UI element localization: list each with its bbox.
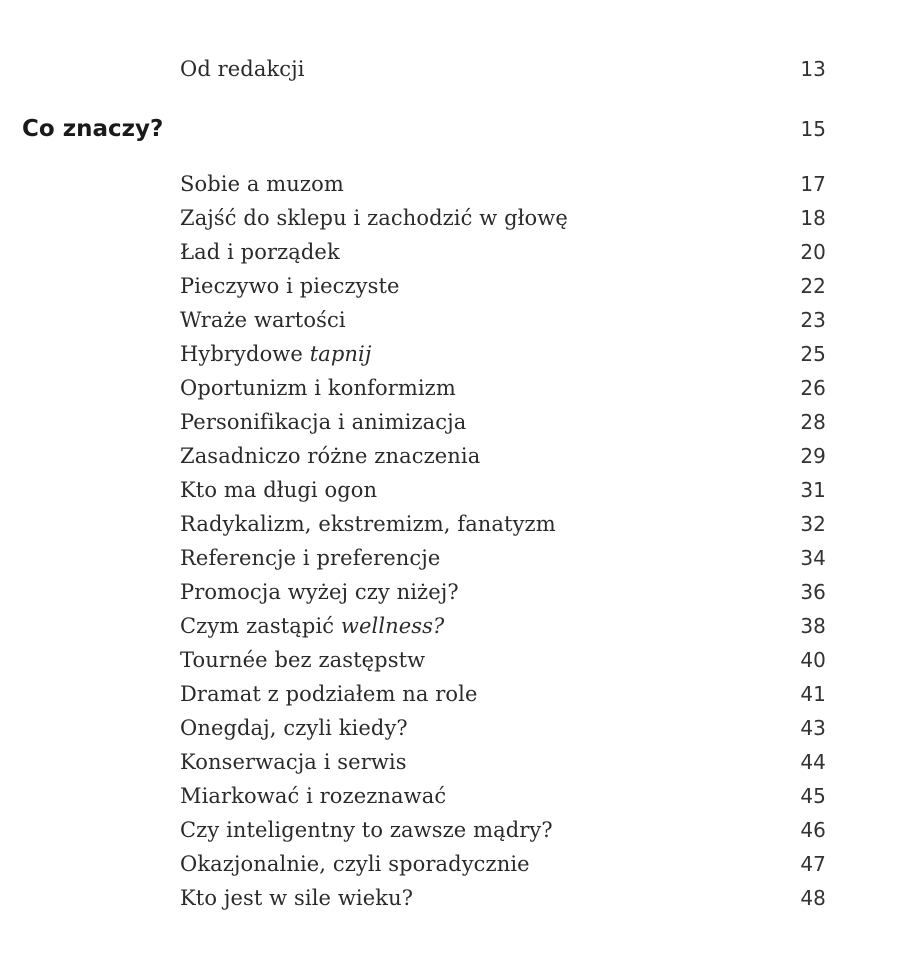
toc-entry <box>180 679 826 709</box>
toc-entry-page: 25 <box>800 342 826 366</box>
toc-entry <box>180 441 826 471</box>
toc-entry-title: Promocja wyżej czy niżej? <box>180 580 459 604</box>
toc-entry-title: Czym zastąpić wellness? <box>180 614 445 638</box>
toc-entry <box>180 849 826 879</box>
toc-entry-page: 44 <box>800 750 826 774</box>
toc-entry <box>180 713 826 743</box>
toc-entry-title: Dramat z podziałem na role <box>180 682 478 706</box>
toc-entry-page: 46 <box>800 818 826 842</box>
toc-entry-page: 43 <box>800 716 826 740</box>
toc-entry <box>180 237 826 267</box>
toc-entry <box>180 543 826 573</box>
toc-entry-page: 18 <box>800 206 826 230</box>
toc-entry <box>180 339 826 369</box>
toc-entry-page: 38 <box>800 614 826 638</box>
toc-entry-title: Konserwacja i serwis <box>180 750 407 774</box>
toc-entry-title: Sobie a muzom <box>180 172 344 196</box>
toc-entry <box>180 577 826 607</box>
toc-entry <box>180 475 826 505</box>
toc-entry-title: Kto jest w sile wieku? <box>180 886 414 910</box>
toc-entry-page: 28 <box>800 410 826 434</box>
toc-entry-title: Zajść do sklepu i zachodzić w głowę <box>180 206 568 230</box>
toc-entry-title: Hybrydowe tapnij <box>180 342 372 366</box>
toc-entry-title: Radykalizm, ekstremizm, fanatyzm <box>180 512 556 536</box>
toc-entry-title: Wraże wartości <box>180 308 346 332</box>
toc-entry-page: 20 <box>800 240 826 264</box>
section-title: Co znaczy? <box>22 116 164 142</box>
toc-entry-page: 17 <box>800 172 826 196</box>
toc-entry <box>180 883 826 913</box>
toc-entry-page: 32 <box>800 512 826 536</box>
toc-entry <box>180 305 826 335</box>
toc-entry <box>180 373 826 403</box>
toc-entry <box>180 203 826 233</box>
toc-entry-page: 40 <box>800 648 826 672</box>
toc-entry-title: Od redakcji <box>180 57 305 81</box>
toc-entry-page: 41 <box>800 682 826 706</box>
toc-entry-page: 34 <box>800 546 826 570</box>
toc-entry <box>180 781 826 811</box>
toc-entry-page: 31 <box>800 478 826 502</box>
toc-entry-title: Okazjonalnie, czyli sporadycznie <box>180 852 530 876</box>
toc-entry <box>180 509 826 539</box>
toc-entry <box>180 169 826 199</box>
section-page: 15 <box>800 117 826 141</box>
toc-entry-title: Oportunizm i konformizm <box>180 376 456 400</box>
toc-entry-intro <box>180 54 826 84</box>
toc-entry-title: Kto ma długi ogon <box>180 478 378 502</box>
toc-entry-title: Miarkować i rozeznawać <box>180 784 447 808</box>
toc-entry-title: Referencje i preferencje <box>180 546 441 570</box>
toc-entry <box>180 407 826 437</box>
toc-entry-title: Zasadniczo różne znaczenia <box>180 444 481 468</box>
toc-entry-title: Czy inteligentny to zawsze mądry? <box>180 818 553 842</box>
toc-entry-page: 26 <box>800 376 826 400</box>
toc-entry-page: 47 <box>800 852 826 876</box>
toc-entry <box>180 747 826 777</box>
toc-entry <box>180 815 826 845</box>
toc-entry-title: Tournée bez zastępstw <box>180 648 426 672</box>
toc-entry-title: Pieczywo i pieczyste <box>180 274 400 298</box>
toc-entry-title: Personifikacja i animizacja <box>180 410 467 434</box>
toc-entry-page: 23 <box>800 308 826 332</box>
toc-entry-page: 48 <box>800 886 826 910</box>
toc-entry-page: 45 <box>800 784 826 808</box>
toc-entry <box>180 645 826 675</box>
toc-entry-page: 29 <box>800 444 826 468</box>
toc-entry-page: 22 <box>800 274 826 298</box>
toc-entry <box>180 611 826 641</box>
toc-entry-title: Ład i porządek <box>180 240 340 264</box>
toc-entry-page: 36 <box>800 580 826 604</box>
toc-entry <box>180 271 826 301</box>
section-heading <box>22 116 826 150</box>
toc-entry-page: 13 <box>800 57 826 81</box>
toc-entry-title: Onegdaj, czyli kiedy? <box>180 716 408 740</box>
